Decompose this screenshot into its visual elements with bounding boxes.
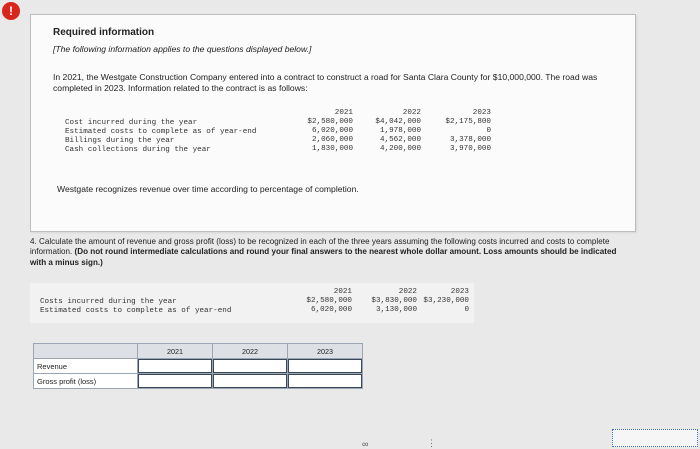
footnote: Westgate recognizes revenue over time according to percentage of completion. [57,184,359,194]
cell-value: 3,130,000 [375,306,417,314]
answer-table [33,343,363,389]
cell-value: $3,230,000 [423,297,469,305]
cell-value: 3,970,000 [449,145,491,153]
contract-col-2022 [361,109,421,154]
cell-value: 3,378,000 [449,136,491,144]
revenue-2022-cell [213,359,288,374]
required-info-card [30,14,636,232]
revenue-2021-input[interactable] [138,359,212,373]
question-main: 4. Calculate the amount of revenue and gross profit (loss) to be recognized in each of the three years assuming the following costs incurred and costs to complete information. [30,237,610,257]
alert-icon: ! [2,2,20,20]
intro-paragraph: In 2021, the Westgate Construction Company entered into a contract to construct a road for Santa Clara County for $10,000,000. The road was completed in 2023. Information related to the contract is as follows: [53,72,598,93]
cell-value: 4,200,000 [379,145,421,153]
revenue-2021-cell [138,359,213,374]
cell-value: $2,175,800 [445,118,491,126]
gross-profit-2022-input[interactable] [213,374,287,388]
gross-profit-2021-input[interactable] [138,374,212,388]
row-label: Costs incurred during the year [40,298,177,306]
col-year: 2023 [472,109,491,117]
header-2021: 2021 [138,344,213,359]
gross-profit-2023-input[interactable] [288,374,362,388]
revenue-2023-cell [288,359,363,374]
gross-profit-2022-cell [213,374,288,389]
costs-col-2022 [357,288,417,315]
cell-value: 6,020,000 [310,306,352,314]
cell-value: 2,060,000 [311,136,353,144]
cell-value: $2,580,000 [306,297,352,305]
row-label: Estimated costs to complete as of year-end [65,128,257,136]
contract-col-2021 [291,109,353,154]
cell-value: 1,978,000 [379,127,421,135]
link-icon[interactable]: ∞ [362,439,369,449]
gross-profit-row [34,374,363,389]
header-2023: 2023 [288,344,363,359]
col-year: 2022 [402,109,421,117]
revenue-2023-input[interactable] [288,359,362,373]
revenue-label: Revenue [34,359,138,374]
header-2022: 2022 [213,344,288,359]
row-label: Estimated costs to complete as of year-end [40,307,232,315]
costs-table-labels [40,298,231,316]
focus-box[interactable] [612,429,698,447]
contract-col-2023 [429,109,491,154]
col-year: 2021 [333,288,352,296]
revenue-row [34,359,363,374]
row-label: Cash collections during the year [65,146,211,154]
required-info-title: Required information [53,27,155,38]
row-label: Cost incurred during the year [65,119,198,127]
gross-profit-label: Gross profit (loss) [34,374,138,389]
cell-value: 6,020,000 [311,127,353,135]
gross-profit-2023-cell [288,374,363,389]
row-label: Billings during the year [65,137,175,145]
header-blank [34,344,138,359]
answer-header-row [34,344,363,359]
cell-value: $3,830,000 [371,297,417,305]
gross-profit-2021-cell [138,374,213,389]
col-year: 2022 [398,288,417,296]
cell-value: 0 [464,306,469,314]
more-icon[interactable]: ⋮ [427,438,436,448]
question-text [30,237,630,268]
cell-value: 0 [486,127,491,135]
revenue-2022-input[interactable] [213,359,287,373]
col-year: 2023 [450,288,469,296]
cell-value: $2,580,000 [307,118,353,126]
question-instruction: (Do not round intermediate calculations and round your final answers to the nearest whole dollar amount. Loss amounts should be indicated with a minus sign.) [30,247,617,267]
required-info-note: [The following information applies to the questions displayed below.] [53,44,312,54]
cell-value: $4,042,000 [375,118,421,126]
cell-value: 1,830,000 [311,145,353,153]
contract-table-labels [65,119,256,155]
col-year: 2021 [334,109,353,117]
costs-col-2021 [290,288,352,315]
costs-col-2023 [411,288,469,315]
cell-value: 4,562,000 [379,136,421,144]
